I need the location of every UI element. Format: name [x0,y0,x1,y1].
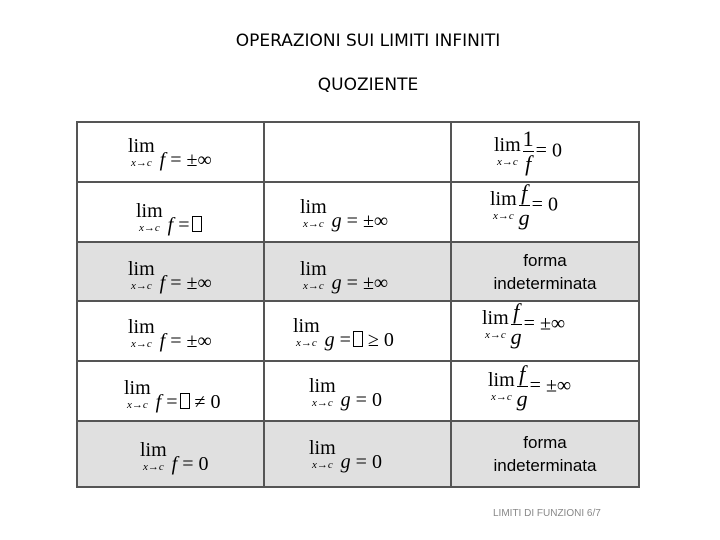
limits-table [76,121,640,488]
cell-g [264,421,451,487]
table-row [77,242,639,301]
cell-result [451,242,639,301]
table-row [77,421,639,487]
cell-f [77,182,264,242]
cell-result [451,122,639,182]
formula-f-finite: lim x→c f = [136,201,202,235]
cell-result [451,301,639,361]
table-row [77,301,639,361]
formula-g-zero: lim x→c g = 0 [309,375,382,411]
formula-f-pm-inf: lim x→c f = ±∞ [128,258,212,294]
cell-g [264,361,451,421]
cell-g [264,301,451,361]
formula-g-zero: lim x→c g = 0 [309,437,382,473]
cell-f [77,421,264,487]
cell-result [451,182,639,242]
cell-g [264,242,451,301]
formula-g-pm-inf: lim x→c g = ±∞ [300,196,389,232]
indeterminate-form-label: forma indeterminata [493,433,597,475]
cell-g [264,122,451,182]
table-row [77,122,639,182]
page-title: OPERAZIONI SUI LIMITI INFINITI [235,31,501,51]
formula-lim-f-over-g-inf: lim x→c $\frac{f}{g}$ = ±∞ [488,361,572,412]
formula-g-pm-inf: lim x→c g = ±∞ [300,258,389,294]
formula-f-zero: lim x→c f = 0 [140,439,209,475]
formula-f-pm-inf: lim x→c f = ±∞ [128,135,212,171]
cell-g [264,182,451,242]
cell-f [77,301,264,361]
formula-lim-1-over-f: lim x→c $\frac{1}{f}$ = 0 [494,126,562,177]
formula-f-finite-nonzero: lim x→c f = ≠ 0 [124,377,221,413]
table-row [77,361,639,421]
page-subtitle: QUOZIENTE [317,75,419,95]
formula-lim-f-over-g-inf: lim x→c $\frac{f}{g}$ = ±∞ [482,299,566,350]
table-row [77,182,639,242]
cell-f [77,361,264,421]
cell-result [451,421,639,487]
formula-lim-f-over-g: lim x→c $\frac{f}{g}$ = 0 [490,180,558,231]
cell-f [77,242,264,301]
formula-g-finite-nonneg: lim x→c g = ≥ 0 [293,315,394,351]
cell-result [451,361,639,421]
cell-f [77,122,264,182]
formula-f-pm-inf: lim x→c f = ±∞ [128,316,212,352]
footer-page-label: LIMITI DI FUNZIONI 6/7 [493,508,601,519]
indeterminate-form-label: forma indeterminata [493,250,597,293]
